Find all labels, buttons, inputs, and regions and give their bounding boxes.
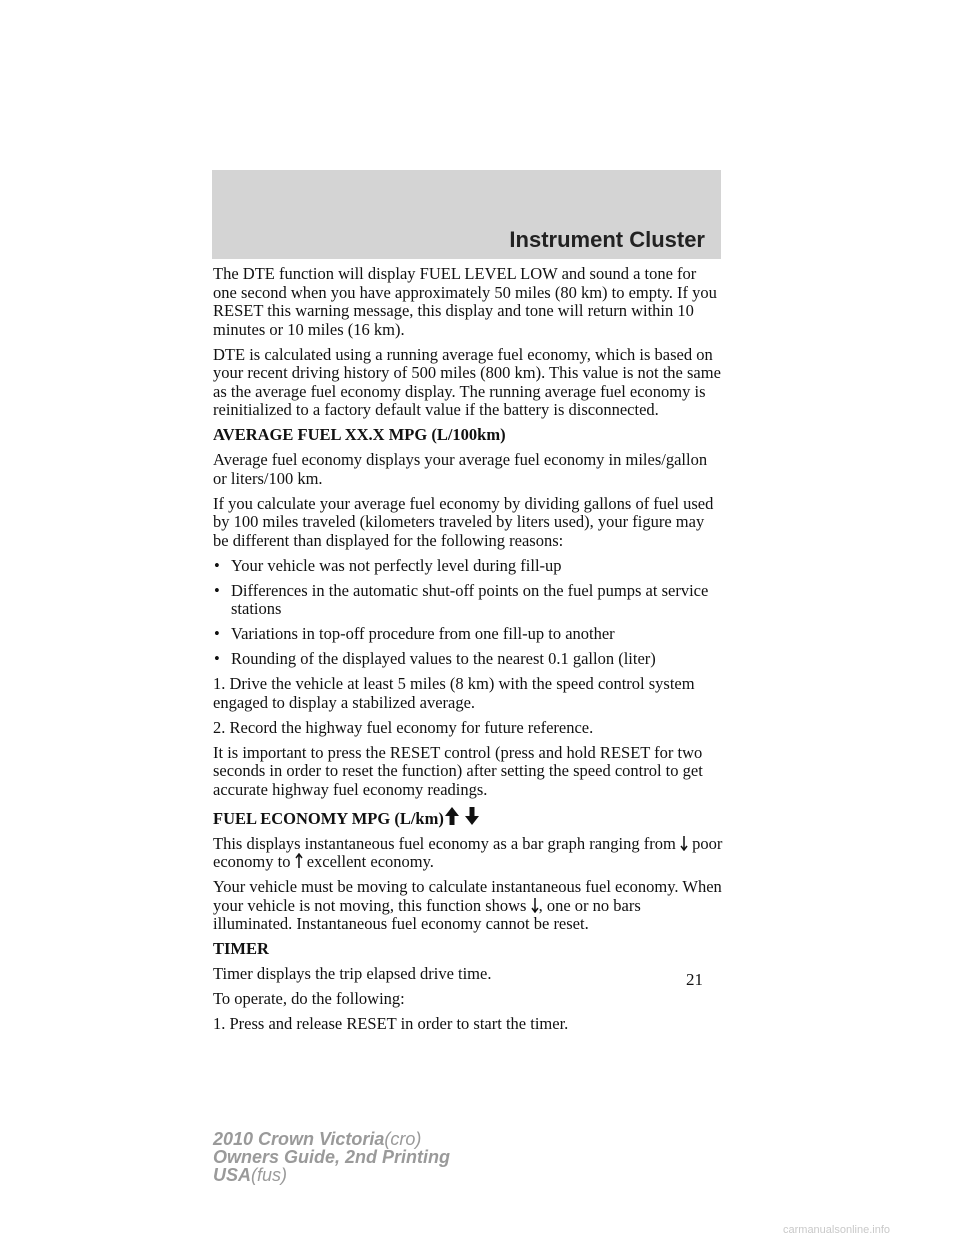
footer-model: 2010 Crown Victoria xyxy=(213,1129,385,1149)
footer-model-code: (cro) xyxy=(384,1129,422,1149)
footer-printing: Owners Guide, 2nd Printing xyxy=(213,1147,451,1167)
paragraph-timer-step-1: 1. Press and release RESET in order to start the timer. xyxy=(213,1014,569,1033)
watermark: carmanualsonline.info xyxy=(783,1224,891,1236)
section-header-bar xyxy=(212,170,721,259)
heading-average-fuel: AVERAGE FUEL XX.X MPG (L/100km) xyxy=(213,425,506,444)
bullet-icon: • xyxy=(214,649,220,668)
bar-graph-text-c: excellent economy. xyxy=(306,852,434,871)
paragraph-calculate-fuel: If you calculate your average fuel economy by dividing gallons of fuel used by 100 miles traveled (kilometers traveled by liters used), your figure may be different than displayed for the following reasons: xyxy=(213,493,714,550)
footer-market: USA xyxy=(213,1165,252,1185)
bullet-text: Differences in the automatic shut-off points on the fuel pumps at service stations xyxy=(231,580,709,618)
paragraph-average-fuel: Average fuel economy displays your average fuel economy in miles/gallon or liters/100 km. xyxy=(213,450,708,488)
paragraph-step-2: 2. Record the highway fuel economy for future reference. xyxy=(213,717,594,737)
list-item xyxy=(213,650,723,669)
footer-line-2 xyxy=(213,1148,450,1166)
heading-fuel-economy xyxy=(213,806,723,829)
thin-down-arrow-icon xyxy=(531,897,539,913)
footer-print-info xyxy=(213,1130,450,1184)
instantaneous-text-b: , one or no bars illuminated. Instantaneous fuel economy cannot be reset. xyxy=(213,895,641,933)
footer-line-1 xyxy=(213,1130,450,1148)
paragraph-reset-note: It is important to press the RESET control (press and hold RESET for two seconds in order to reset the function) after setting the speed control to get accurate highway fuel economy readings. xyxy=(213,742,703,799)
paragraph-step-1: 1. Drive the vehicle at least 5 miles (8 km) with the speed control system engaged to display a stabilized average. xyxy=(213,674,695,712)
bullet-icon: • xyxy=(214,624,220,643)
paragraph-dte-warning: The DTE function will display FUEL LEVEL LOW and sound a tone for one second when you have approximately 50 miles (80 km) to empty. If you RESET this warning message, this display and tone will return within 10 minutes or 10 miles (16 km). xyxy=(213,264,717,339)
bullet-icon: • xyxy=(214,555,220,575)
page-content xyxy=(213,265,723,1040)
bar-graph-text-b: poor economy to xyxy=(213,833,723,871)
bullet-text: Rounding of the displayed values to the nearest 0.1 gallon (liter) xyxy=(231,649,656,668)
thin-up-arrow-icon xyxy=(295,853,303,869)
paragraph-operate: To operate, do the following: xyxy=(213,989,405,1008)
instantaneous-text-a: Your vehicle must be moving to calculate instantaneous fuel economy. When your vehicle is not moving, this function shows xyxy=(213,877,722,915)
heading-fuel-economy-text: FUEL ECONOMY MPG (L/km) xyxy=(213,808,444,828)
heading-timer: TIMER xyxy=(213,939,269,958)
paragraph-instantaneous xyxy=(213,878,723,934)
list-item xyxy=(213,582,723,619)
list-item xyxy=(213,557,723,576)
bullet-icon: • xyxy=(214,580,220,600)
footer-market-code: (fus) xyxy=(251,1165,288,1185)
fuel-economy-up-arrow-icon xyxy=(444,806,460,826)
bullet-text: Variations in top-off procedure from one fill-up to another xyxy=(231,624,615,643)
bar-graph-text-a: This displays instantaneous fuel economy as a bar graph ranging from xyxy=(213,833,676,853)
paragraph-timer: Timer displays the trip elapsed drive time. xyxy=(213,964,492,983)
bullet-text: Your vehicle was not perfectly level during fill-up xyxy=(231,555,562,575)
paragraph-bar-graph xyxy=(213,835,723,872)
fuel-economy-down-arrow-icon xyxy=(464,806,480,826)
section-title: Instrument Cluster xyxy=(509,227,705,252)
paragraph-dte-calculation: DTE is calculated using a running average fuel economy, which is based on your recent driving history of 500 miles (800 km). This value is not the same as the average fuel economy display. The running average fuel economy is reinitialized to a factory default value if the battery is disconnected. xyxy=(213,344,721,419)
footer-line-3 xyxy=(213,1166,450,1184)
list-item xyxy=(213,625,723,644)
thin-down-arrow-icon xyxy=(680,835,688,851)
page-number: 21 xyxy=(686,970,703,989)
